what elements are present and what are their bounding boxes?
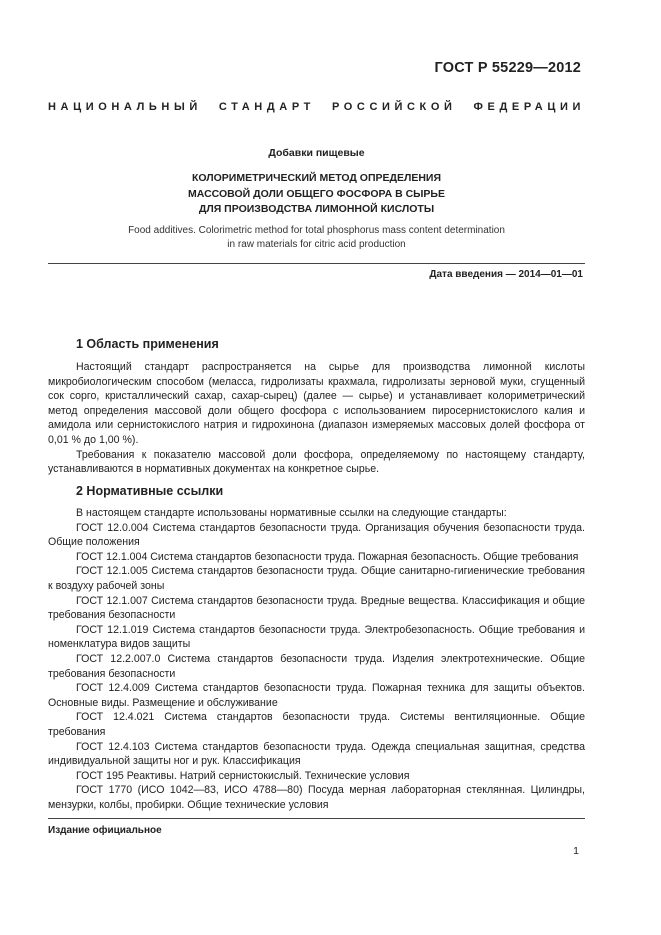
page-number: 1 [573, 845, 579, 857]
reference-item: ГОСТ 12.0.004 Система стандартов безопасности труда. Организация обучения безопасности труда. Общие положения [48, 521, 585, 549]
english-title [48, 224, 585, 251]
document-subject: Добавки пищевые [268, 147, 365, 159]
reference-item: ГОСТ 12.2.007.0 Система стандартов безопасности труда. Изделия электротехнические. Общие требования безопасности [48, 652, 585, 680]
gost-number: ГОСТ Р 55229—2012 [434, 60, 581, 76]
paragraph: Настоящий стандарт распространяется на сырье для производства лимонной кислоты микробиологическим способом (меласса, гидролизаты крахмала, гидролизаты зерновой муки, сгущенный сок сорго, кристаллический сахар, сахар-сырец) (далее — сырье) и устанавливает колориметрический метод определения массовой доли общего фосфора с использованием пиросернистокислого калия и амидола или сернистокислого натрия и гидрохинона (диапазон измеряемых массовых долей фосфора от 0,01 % до 1,00 %). [48, 361, 585, 446]
reference-item: ГОСТ 12.4.009 Система стандартов безопасности труда. Пожарная техника для защиты объектов. Основные виды. Размещение и обслуживание [48, 682, 585, 709]
edition-note: Издание официальное [48, 825, 162, 836]
reference-item: ГОСТ 12.1.005 Система стандартов безопасности труда. Общие санитарно-гигиенические требования к воздуху рабочей зоны [48, 565, 585, 592]
paragraph: В настоящем стандарте использованы нормативные ссылки на следующие стандарты: [76, 507, 507, 519]
title-line: КОЛОРИМЕТРИЧЕСКИЙ МЕТОД ОПРЕДЕЛЕНИЯ [191, 172, 442, 184]
reference-item: ГОСТ 12.1.007 Система стандартов безопасности труда. Вредные вещества. Классификация и общие требования безопасности [48, 594, 585, 622]
title-line: ДЛЯ ПРОИЗВОДСТВА ЛИМОННОЙ КИСЛОТЫ [198, 203, 435, 215]
reference-item: ГОСТ 12.1.019 Система стандартов безопасности труда. Электробезопасность. Общие требования и номенклатура видов защиты [48, 623, 585, 651]
reference-item: ГОСТ 1770 (ИСО 1042—83, ИСО 4788—80) Посуда мерная лабораторная стеклянная. Цилиндры, мензурки, колбы, пробирки. Общие технические условия [48, 784, 585, 811]
national-standard-banner: НАЦИОНАЛЬНЫЙ СТАНДАРТ РОССИЙСКОЙ ФЕДЕРАЦИИ [48, 101, 585, 113]
document-title [48, 171, 585, 218]
reference-item: ГОСТ 12.4.103 Система стандартов безопасности труда. Одежда специальная защитная, средства индивидуальной защиты ног и рук. Классификация [48, 740, 585, 768]
reference-item: ГОСТ 195 Реактивы. Натрий сернистокислый. Технические условия [76, 769, 410, 782]
english-title-line: Food additives. Colorimetric method for total phosphorus mass content determination [128, 225, 505, 236]
introduction-date: Дата введения — 2014—01—01 [429, 269, 583, 280]
section-1-body [48, 360, 585, 477]
footer-divider [48, 818, 585, 819]
title-line: МАССОВОЙ ДОЛИ ОБЩЕГО ФОСФОРА В СЫРЬЕ [188, 187, 445, 200]
paragraph: Требования к показателю массовой доли фосфора, определяемому по настоящему стандарту, устанавливаются в нормативных документах на конкретное сырье. [48, 448, 585, 476]
section-2-title: 2 Нормативные ссылки [76, 484, 224, 498]
reference-item: ГОСТ 12.4.021 Система стандартов безопасности труда. Системы вентиляционные. Общие требования [48, 711, 585, 738]
english-title-line: in raw materials for citric acid production [227, 238, 406, 250]
divider [48, 263, 585, 264]
section-2-body [48, 506, 585, 812]
reference-item: ГОСТ 12.1.004 Система стандартов безопасности труда. Пожарная безопасность. Общие требования [76, 550, 579, 563]
section-1-title: 1 Область применения [76, 337, 219, 351]
